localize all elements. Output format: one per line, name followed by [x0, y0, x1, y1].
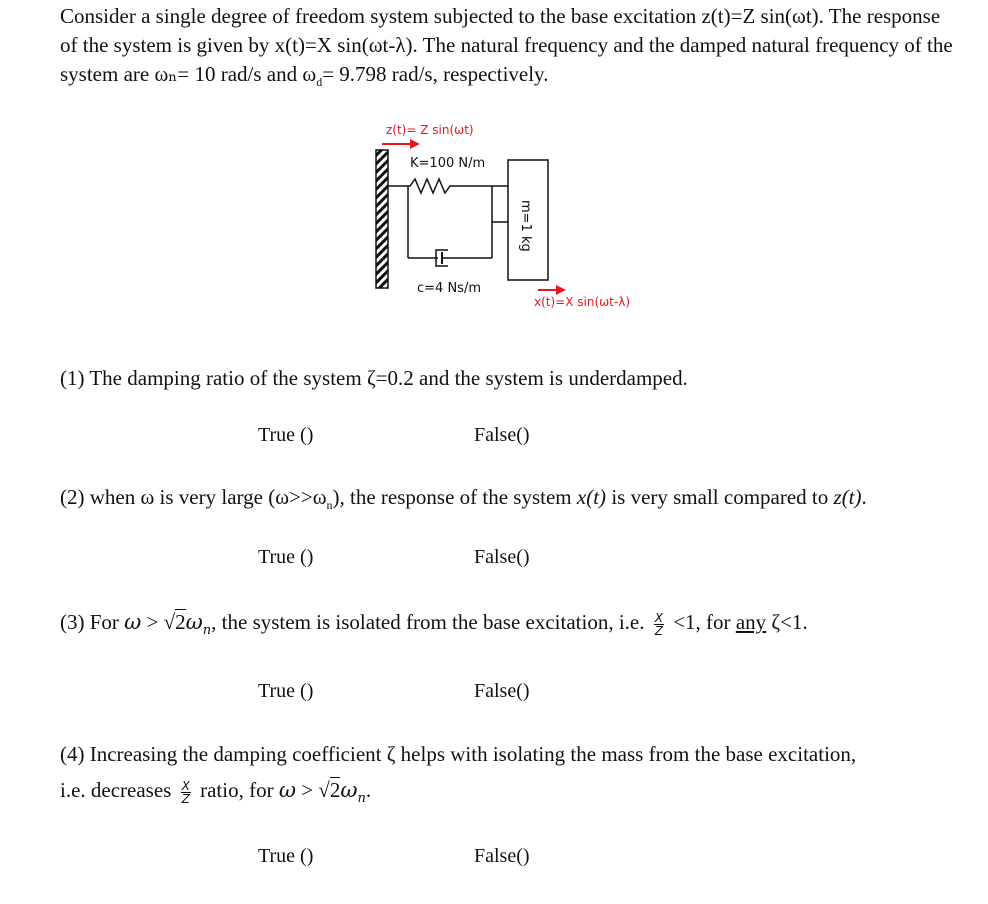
damper-label: c=4 Ns/m [417, 281, 481, 296]
fixed-wall [376, 150, 388, 288]
question-2: (2) when ω is very large $(\omega>>\omega_n)$, the response of the system x(t) is very small compared to z(t). [60, 485, 867, 513]
mass-spring-damper-diagram [360, 110, 660, 320]
x-over-z-fraction: $\frac{X}{Z}$ [654, 610, 663, 638]
intro-line-2: of the system is given by x(t)=X sin(ωt-λ). The natural frequency and the damped natural frequency of the [60, 33, 953, 57]
x-over-z-fraction: $\frac{X}{Z}$ [181, 778, 190, 806]
q4-false-option[interactable]: False() [474, 845, 530, 867]
response-arrow [538, 285, 566, 295]
spring-label: K=100 N/m [410, 156, 486, 171]
question-3: (3) For $\omega > √2\omega_n$, the system is isolated from the base excitation, i.e. $\frac{X}{Z}$ <1, for any ζ<1. [60, 610, 808, 639]
base-arrow [382, 139, 420, 149]
q3-false-option[interactable]: False() [474, 680, 530, 702]
q3-true-option[interactable]: True () [258, 680, 314, 702]
question-1: (1) The damping ratio of the system ζ=0.2 and the system is underdamped. [60, 366, 688, 390]
damper [408, 250, 492, 266]
intro-line-3: system are ωₙ= 10 rad/s and $\omega_d= 9.798$ rad/s, respectively. [60, 62, 549, 90]
base-excitation-label: z(t)= Z sin(ωt) [386, 123, 474, 137]
q1-false-option[interactable]: False() [474, 424, 530, 446]
q2-false-option[interactable]: False() [474, 546, 530, 568]
question-4: (4) Increasing the damping coefficient ζ helps with isolating the mass from the base excitation, i.e. decreases $\frac{X}{Z}$ ratio, for $\omega > √2\omega_n$. [60, 742, 857, 807]
intro-line-1: Consider a single degree of freedom system subjected to the base excitation z(t)=Z sin(ωt). The response [60, 4, 941, 28]
problem-statement [60, 2, 975, 97]
q2-true-option[interactable]: True () [258, 546, 314, 568]
mass-label: m=1 kg [518, 200, 533, 252]
spring [388, 179, 508, 193]
q4-true-option[interactable]: True () [258, 845, 314, 867]
q1-true-option[interactable]: True () [258, 424, 314, 446]
response-label: x(t)=X sin(ωt-λ) [534, 295, 630, 309]
